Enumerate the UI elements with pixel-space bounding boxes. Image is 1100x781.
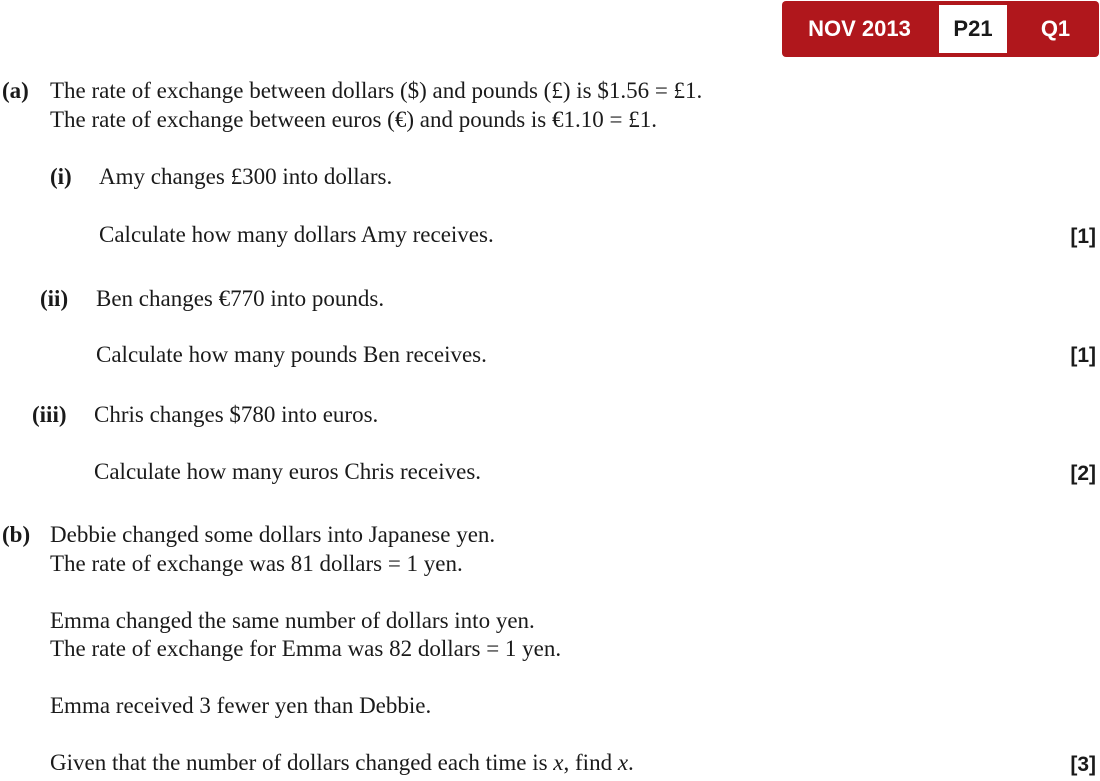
sub-iii-marks: [2] [1070, 462, 1096, 485]
part-b-line-5: Emma received 3 fewer yen than Debbie. [50, 693, 432, 718]
sub-i-task: Calculate how many dollars Amy receives. [99, 222, 494, 247]
part-b-marks: [3] [1070, 753, 1096, 776]
part-a-label: (a) [2, 78, 29, 103]
paper-number-label: P21 [939, 5, 1007, 53]
sub-iii-task: Calculate how many euros Chris receives. [94, 459, 482, 484]
sub-ii-statement: Ben changes €770 into pounds. [96, 286, 385, 311]
question-badge [782, 1, 1099, 57]
part-a-line-2: The rate of exchange between euros (€) and pounds is €1.10 = £1. [50, 107, 657, 132]
sub-ii-marks: [1] [1070, 344, 1096, 367]
part-b-line-2: The rate of exchange was 81 dollars = 1 yen. [50, 551, 463, 576]
final-task-text-end: . [628, 750, 634, 775]
part-b-final-task [50, 748, 634, 777]
final-task-text-start: Given that the number of dollars changed each time is [50, 750, 554, 775]
exam-session-label: NOV 2013 [808, 16, 911, 41]
part-b-line-3: Emma changed the same number of dollars into yen. [50, 608, 535, 633]
final-task-text-middle: , find [563, 750, 618, 775]
sub-iii-statement: Chris changes $780 into euros. [94, 402, 379, 427]
question-number-label: Q1 [1040, 16, 1071, 41]
sub-i-marks: [1] [1070, 225, 1096, 248]
part-a-line-1: The rate of exchange between dollars ($) and pounds (£) is $1.56 = £1. [50, 78, 703, 103]
sub-i-label: (i) [50, 164, 72, 189]
variable-x: x [617, 750, 629, 775]
variable-x: x [553, 750, 564, 775]
part-b-label: (b) [2, 522, 31, 547]
sub-i-statement: Amy changes £300 into dollars. [99, 164, 393, 189]
sub-ii-task: Calculate how many pounds Ben receives. [96, 342, 487, 367]
part-b-line-4: The rate of exchange for Emma was 82 dollars = 1 yen. [50, 636, 562, 661]
sub-ii-label: (ii) [40, 286, 69, 311]
part-b-line-1: Debbie changed some dollars into Japanese yen. [50, 522, 496, 547]
sub-iii-label: (iii) [32, 402, 67, 427]
